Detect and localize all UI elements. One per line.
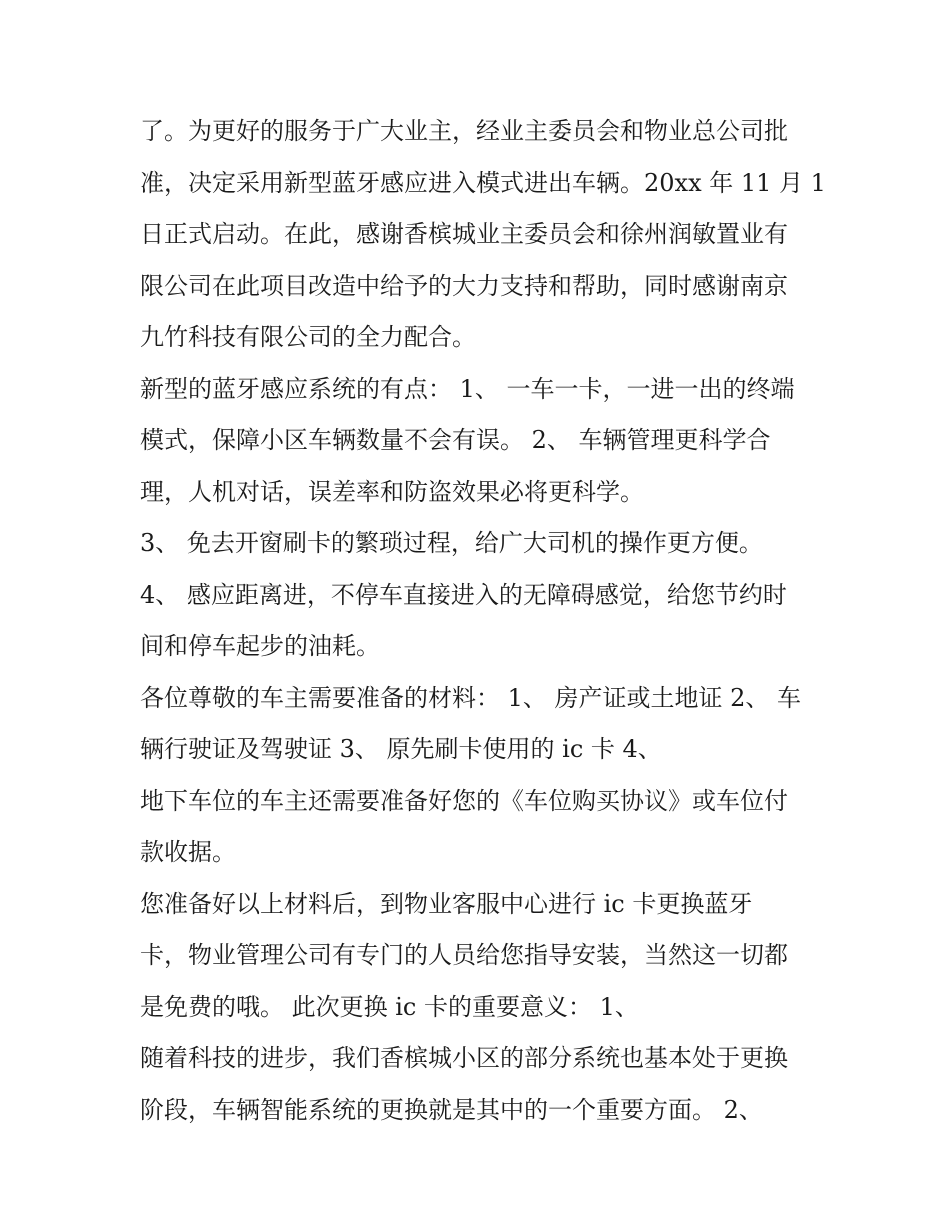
text-line: 阶段，车辆智能系统的更换就是其中的一个重要方面。 2、 (140, 1095, 763, 1124)
text-line: 是免费的哦。 此次更换 ic 卡的重要意义： 1、 (140, 992, 639, 1021)
text-line: 辆行驶证及驾驶证 3、 原先刷卡使用的 ic 卡 4、 (140, 735, 662, 763)
text-line: 了。为更好的服务于广大业主，经业主委员会和物业总公司批 (140, 117, 788, 145)
body-text (140, 106, 826, 1136)
text-line: 各位尊敬的车主需要准备的材料： 1、 房产证或土地证 2、 车 (140, 683, 802, 712)
text-line: 地下车位的车主还需要准备好您的《车位购买协议》或车位付 (140, 786, 788, 815)
text-line: 间和停车起步的油耗。 (140, 632, 380, 660)
text-line: 3、 免去开窗刷卡的繁琐过程，给广大司机的操作更方便。 (140, 529, 763, 557)
text-line: 随着科技的进步，我们香槟城小区的部分系统也基本处于更换 (140, 1044, 788, 1072)
text-line: 限公司在此项目改造中给予的大力支持和帮助，同时感谢南京 (140, 271, 788, 300)
text-line: 九竹科技有限公司的全力配合。 (140, 323, 476, 351)
text-line: 理，人机对话，误差率和防盗效果必将更科学。 (140, 477, 644, 506)
text-line: 模式，保障小区车辆数量不会有误。 2、 车辆管理更科学合 (140, 426, 771, 454)
text-line: 新型的蓝牙感应系统的有点： 1、 一车一卡，一进一出的终端 (140, 374, 795, 403)
text-line: 准，决定采用新型蓝牙感应进入模式进出车辆。20xx 年 11 月 1 (140, 168, 826, 197)
text-line: 卡，物业管理公司有专门的人员给您指导安装，当然这一切都 (140, 941, 788, 969)
text-line: 4、 感应距离进，不停车直接进入的无障碍感觉，给您节约时 (140, 580, 787, 609)
text-line: 日正式启动。在此，感谢香槟城业主委员会和徐州润敏置业有 (140, 220, 788, 248)
text-line: 您准备好以上材料后，到物业客服中心进行 ic 卡更换蓝牙 (140, 889, 753, 918)
text-line: 款收据。 (140, 838, 236, 866)
